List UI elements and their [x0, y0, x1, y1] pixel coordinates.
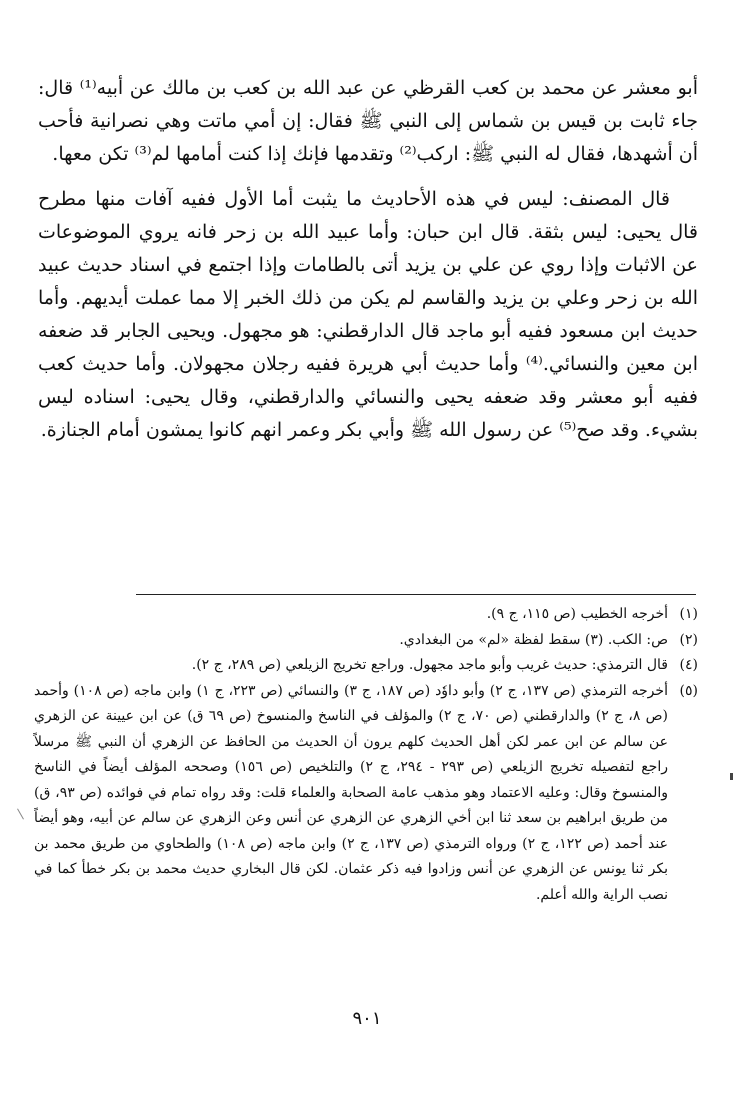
footnote-number: (٥) [679, 682, 698, 699]
footnote-number: (٤) [679, 657, 698, 673]
footnote-text: أخرجه الخطيب (ص ١١٥، ج ٩). [486, 606, 668, 622]
footnotes [34, 602, 698, 908]
margin-mark [17, 809, 24, 820]
footnote-item [34, 602, 698, 628]
footnote-item [34, 679, 698, 909]
footnote-separator [136, 594, 696, 595]
footnote-text: قال الترمذي: حديث غريب وأبو ماجد مجهول. وراجع تخريج الزيلعي (ص ٢٨٩، ج ٢). [191, 657, 668, 673]
footnote-text: أخرجه الترمذي (ص ١٣٧، ج ٢) وأبو داوٗد (ص ١٨٧، ج ٣) والنسائي (ص ٢٢٣، ج ١) وابن ماجه (ص ١٠٨) وأحمد (ص ٨، ج ٢) والدارقطني (ص ٧٠، ج ٢) والمؤلف في الناسخ والمنسوخ (ص ٦٩ ق) عن ابن عيينة عن الزهري عن سالم عن ابن عمر لكن أهل الحديث كلهم يرون أن الحديث من الحافظ عن الزهري أن النبي ﷺ مرسلاً راجع لتفصيله تخريج الزيلعي (ص ٢٩٣ - ٢٩٤، ج ٢) والتلخيص (ص ١٥٦) وصححه المؤلف أيضاً في الناسخ والمنسوخ وقال: وعليه الاعتماد وهو مذهب عامة الصحابة والعلماء قلت: وقد رواه تمام في فوائده (ص ٩٣، ق) من طريق ابراهيم بن سعد ثنا ابن أخي الزهري عن الزهري عن أنس وعن الزهري عن سالم عن أبيه، وهو أيضاً عند أحمد (ص ١٢٢، ج ٢) ورواه الترمذي (ص ١٣٧، ج ٢) وابن ماجه (ص ١٠٨) والطحاوي من طريق محمد بن بكر ثنا يونس عن الزهري عن أنس وزادوا فيه ذكر عثمان. لكن قال البخاري حديث محمد بن بكر خطأ كما في نصب الراية والله أعلم. [34, 682, 668, 903]
footnote-number: (١) [679, 606, 698, 622]
footnote-item [34, 628, 698, 654]
footnote-number: (٢) [679, 631, 698, 648]
paragraph-hadith: أبو معشر عن محمد بن كعب القرظي عن عبد الله بن كعب بن مالك عن أبيه⁽¹⁾ قال: جاء ثابت بن قيس بن شماس إلى النبي ﷺ فقال: إن أمي ماتت وهي نصرانية فأحب أن أشهدها، فقال له النبي ﷺ: اركب⁽²⁾ وتقدمها فإنك إذا كنت أمامها لم⁽³⁾ تكن معها. [38, 77, 698, 165]
margin-mark [730, 773, 733, 780]
main-text [38, 72, 698, 447]
footnote-item [34, 653, 698, 679]
paragraph-author-commentary: قال المصنف: ليس في هذه الأحاديث ما يثبت أما الأول ففيه آفات منها مطرح قال يحيى: ليس بثقة. قال ابن حبان: وأما عبيد الله بن زحر فانه يروي الموضوعات عن الاثبات وإذا روي عن علي بن يزيد أتى بالطامات وإذا اجتمع في اسناد حديث عبيد الله بن زحر وعلي بن يزيد والقاسم لم يكن من ذلك الخبر إلا مما عملت أيديهم. وأما حديث ابن مسعود ففيه أبو ماجد قال الدارقطني: هو مجهول. ويحيى الجابر قد ضعفه ابن معين والنسائي.⁽⁴⁾ وأما حديث أبي هريرة ففيه رجلان مجهولان. وأما حديث كعب ففيه أبو معشر وقد ضعفه يحيى والنسائي والدارقطني، وقال يحيى: اسناده ليس بشيء. وقد صح⁽⁵⁾ عن رسول الله ﷺ وأبي بكر وعمر انهم كانوا يمشون أمام الجنازة. [38, 188, 699, 441]
footnote-text: ص: الكب. (٣) سقط لفظة «لم» من البغدادي. [399, 631, 668, 648]
page-number: ٩٠١ [352, 1008, 382, 1029]
